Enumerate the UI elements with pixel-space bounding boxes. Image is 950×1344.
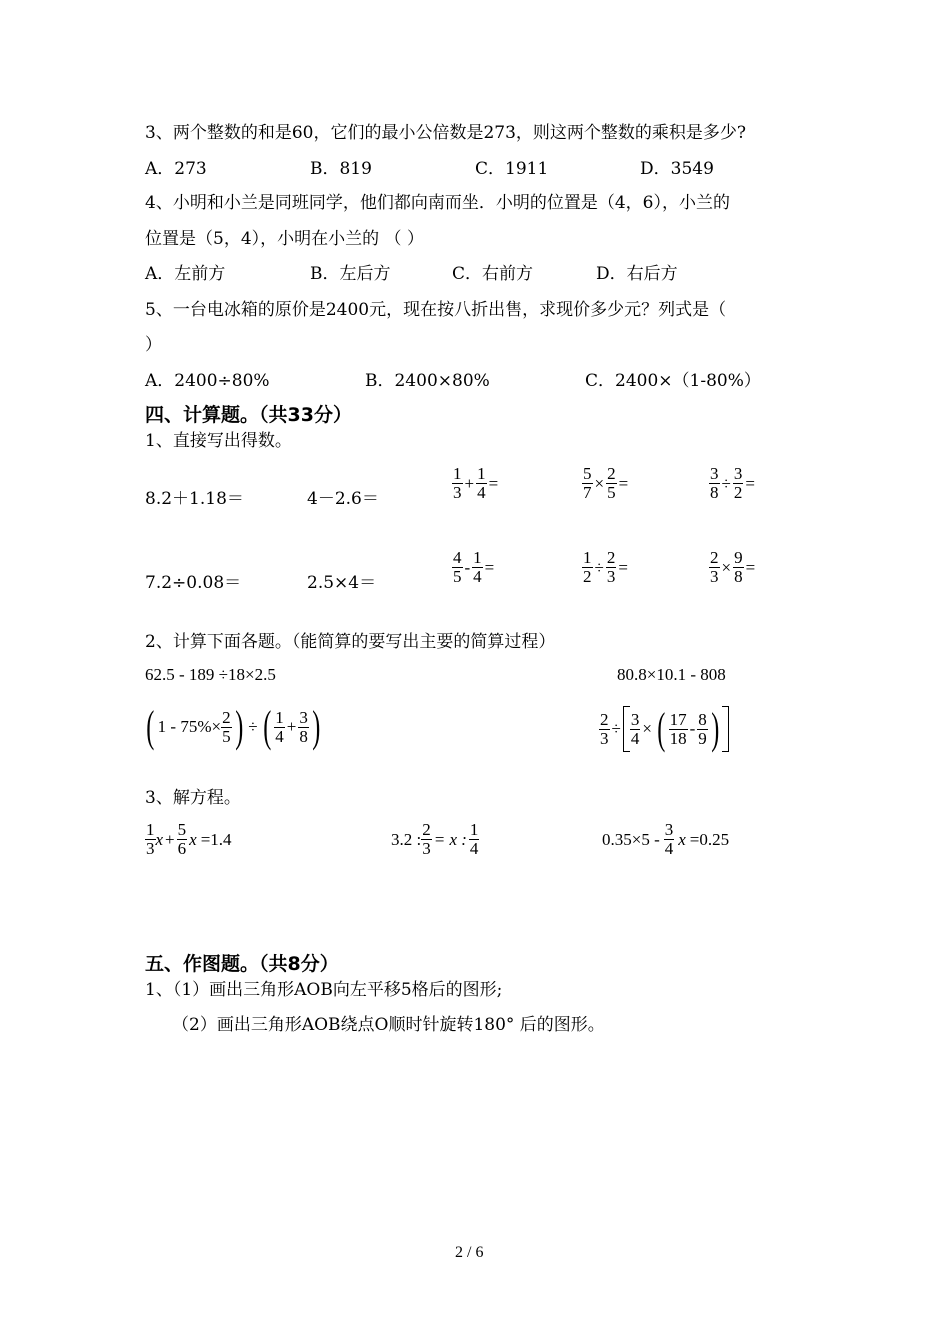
- equation-rhs: =1.4: [200, 829, 232, 849]
- expression-lead: 3.2 :: [391, 829, 422, 849]
- calc-frac-4-5-minus-1-4: [452, 549, 496, 586]
- fraction: [472, 549, 483, 586]
- denominator: 4: [664, 839, 674, 858]
- fraction: [452, 549, 463, 586]
- numerator: 5: [583, 464, 592, 483]
- numerator: 2: [607, 464, 616, 483]
- operator: ×: [642, 719, 652, 738]
- numerator: 17: [669, 709, 687, 729]
- calc-frac-1-2-div-2-3: [582, 549, 630, 586]
- q4-stem-line2: 位置是（5，4），小明在小兰的 （ ）: [145, 229, 424, 249]
- right-bracket: [722, 706, 729, 752]
- numerator: 2: [710, 548, 719, 567]
- denominator: 18: [669, 728, 687, 748]
- fraction: [177, 821, 188, 858]
- denominator: 3: [422, 839, 431, 858]
- denominator: 9: [698, 728, 707, 748]
- fraction: [709, 549, 720, 586]
- q5-option-b: B．2400×80%: [365, 371, 490, 391]
- operator: +: [286, 717, 297, 736]
- numerator: 9: [734, 548, 743, 567]
- calc-frac-2-3-times-9-8: [709, 549, 757, 586]
- left-paren: (: [146, 702, 155, 751]
- numerator: 2: [222, 707, 231, 727]
- q5-stem-line2: ）: [145, 335, 162, 355]
- calc-frac-5-7-times-2-5: [582, 465, 630, 502]
- numerator: 1: [275, 707, 284, 727]
- fraction: [298, 709, 309, 746]
- section4-part3-title: 3、解方程。: [145, 788, 241, 808]
- calc-bracket-expression-2: [599, 706, 729, 752]
- denominator: 2: [583, 567, 592, 586]
- section4-title: 四、计算题。（共33分）: [145, 404, 352, 426]
- equation-rhs: =0.25: [689, 829, 730, 849]
- operator: -: [464, 557, 471, 577]
- fraction: [630, 711, 641, 748]
- equals: =: [488, 473, 499, 493]
- equals: =: [484, 557, 495, 577]
- denominator: 8: [299, 726, 308, 746]
- section4-part2-title: 2、计算下面各题。（能简算的要写出主要的简算过程）: [145, 632, 556, 652]
- operator: ×: [721, 557, 732, 577]
- q3-stem: 3、两个整数的和是60，它们的最小公倍数是273，则这两个整数的乘积是多少?: [145, 123, 747, 143]
- q4-stem-line1: 4、小明和小兰是同班同学，他们都向南而坐．小明的位置是（4，6），小兰的: [145, 193, 730, 213]
- equation-3: [602, 821, 729, 858]
- denominator: 3: [606, 567, 616, 586]
- calc-7.2-div-0.08: 7.2÷0.08＝: [145, 573, 242, 593]
- calc-4-minus-2.6: 4－2.6＝: [307, 489, 379, 509]
- equals: =: [745, 473, 755, 493]
- variable-x: x: [678, 829, 686, 849]
- equation-2: [391, 821, 479, 858]
- left-bracket: [623, 706, 630, 752]
- fraction: [697, 711, 708, 748]
- operator: ÷: [248, 717, 258, 736]
- expression-lead: 1 - 75%×: [157, 717, 222, 736]
- numerator: 2: [600, 709, 609, 729]
- q4-option-b: B．左后方: [310, 264, 391, 284]
- fraction: [669, 711, 688, 748]
- q4-option-a: A．左前方: [145, 264, 226, 284]
- calc-2.5-times-4: 2.5×4＝: [307, 573, 377, 593]
- equals: =: [745, 557, 756, 577]
- calc-paren-expression-1: [143, 702, 323, 751]
- numerator: 1: [469, 820, 479, 839]
- section5-line1: 1、（1）画出三角形AOB向左平移5格后的图形;: [145, 980, 503, 1000]
- fraction: [582, 465, 593, 502]
- numerator: 1: [477, 464, 486, 483]
- operator: ×: [594, 473, 605, 493]
- equation-1: [145, 821, 232, 858]
- denominator: 4: [275, 726, 284, 746]
- denominator: 2: [733, 483, 743, 502]
- operator: ÷: [594, 557, 604, 577]
- denominator: 8: [710, 483, 719, 502]
- equals: =: [618, 557, 628, 577]
- denominator: 6: [177, 839, 187, 858]
- operator: -: [689, 719, 696, 738]
- numerator: 8: [698, 709, 707, 729]
- denominator: 3: [453, 483, 462, 502]
- numerator: 4: [453, 548, 462, 567]
- numerator: 1: [453, 464, 462, 483]
- fraction: [606, 465, 617, 502]
- fraction: [452, 465, 463, 502]
- denominator: 5: [222, 726, 231, 746]
- q4-option-c: C．右前方: [452, 264, 534, 284]
- q3-option-b: B．819: [310, 159, 372, 179]
- denominator: 3: [146, 839, 155, 858]
- fraction: [606, 549, 617, 586]
- denominator: 3: [600, 728, 609, 748]
- denominator: 3: [710, 567, 719, 586]
- expression-lead: 0.35×5 -: [602, 829, 660, 849]
- denominator: 4: [630, 728, 640, 748]
- denominator: 8: [734, 567, 743, 586]
- fraction: [599, 711, 610, 748]
- numerator: 2: [422, 820, 431, 839]
- fraction: [733, 549, 744, 586]
- calc-80.8-times-10.1: 80.8×10.1 - 808: [617, 665, 726, 684]
- q5-option-c: C．2400×（1-80%）: [585, 371, 761, 391]
- denominator: 5: [453, 567, 462, 586]
- operator: +: [165, 829, 175, 849]
- q5-stem-line1: 5、一台电冰箱的原价是2400元，现在按八折出售，求现价多少元？列式是（: [145, 300, 727, 320]
- denominator: 5: [607, 483, 616, 502]
- numerator: 1: [146, 820, 155, 839]
- numerator: 1: [583, 548, 592, 567]
- fraction: [145, 821, 156, 858]
- q3-option-d: D．3549: [640, 159, 714, 179]
- left-paren: (: [262, 702, 271, 751]
- operator: ÷: [721, 473, 731, 493]
- calc-frac-3-8-div-3-2: [709, 465, 757, 502]
- denominator: 4: [477, 483, 486, 502]
- q3-option-a: A．273: [145, 159, 207, 179]
- numerator: 2: [606, 548, 616, 567]
- fraction: [733, 465, 744, 502]
- section5-line2: （2）画出三角形AOB绕点O顺时针旋转180° 后的图形。: [172, 1015, 605, 1035]
- fraction: [469, 821, 480, 858]
- operator: +: [464, 473, 475, 493]
- expression-mid: = x :: [433, 829, 467, 849]
- section4-part1-title: 1、直接写出得数。: [145, 431, 292, 451]
- calc-frac-1-3-plus-1-4: [452, 465, 500, 502]
- numerator: 5: [177, 820, 187, 839]
- denominator: 7: [583, 483, 592, 502]
- q5-option-a: A．2400÷80%: [145, 371, 270, 391]
- variable-x: x: [155, 829, 164, 849]
- numerator: 3: [664, 820, 674, 839]
- fraction: [421, 821, 432, 858]
- fraction: [274, 709, 285, 746]
- right-paren: ): [234, 702, 243, 751]
- section5-title: 五、作图题。（共8分）: [145, 953, 339, 975]
- calc-62.5-minus-189: 62.5 - 189 ÷18×2.5: [145, 665, 276, 684]
- equals: =: [618, 473, 629, 493]
- calc-8.2-plus-1.18: 8.2＋1.18＝: [145, 489, 244, 509]
- left-paren: (: [657, 704, 666, 753]
- denominator: 4: [473, 567, 482, 586]
- numerator: 3: [710, 464, 719, 483]
- fraction: [582, 549, 593, 586]
- fraction: [709, 465, 720, 502]
- page-number: 2 / 6: [455, 1244, 484, 1261]
- q4-option-d: D．右后方: [596, 264, 678, 284]
- denominator: 4: [469, 839, 479, 858]
- numerator: 3: [733, 464, 743, 483]
- right-paren: ): [312, 702, 321, 751]
- q3-option-c: C．1911: [475, 159, 549, 179]
- right-paren: ): [711, 704, 720, 753]
- operator: ÷: [611, 719, 621, 738]
- numerator: 1: [473, 548, 482, 567]
- numerator: 3: [299, 707, 308, 727]
- fraction: [221, 709, 232, 746]
- numerator: 3: [630, 709, 640, 729]
- variable-x: x: [189, 829, 197, 849]
- fraction: [664, 821, 675, 858]
- fraction: [476, 465, 487, 502]
